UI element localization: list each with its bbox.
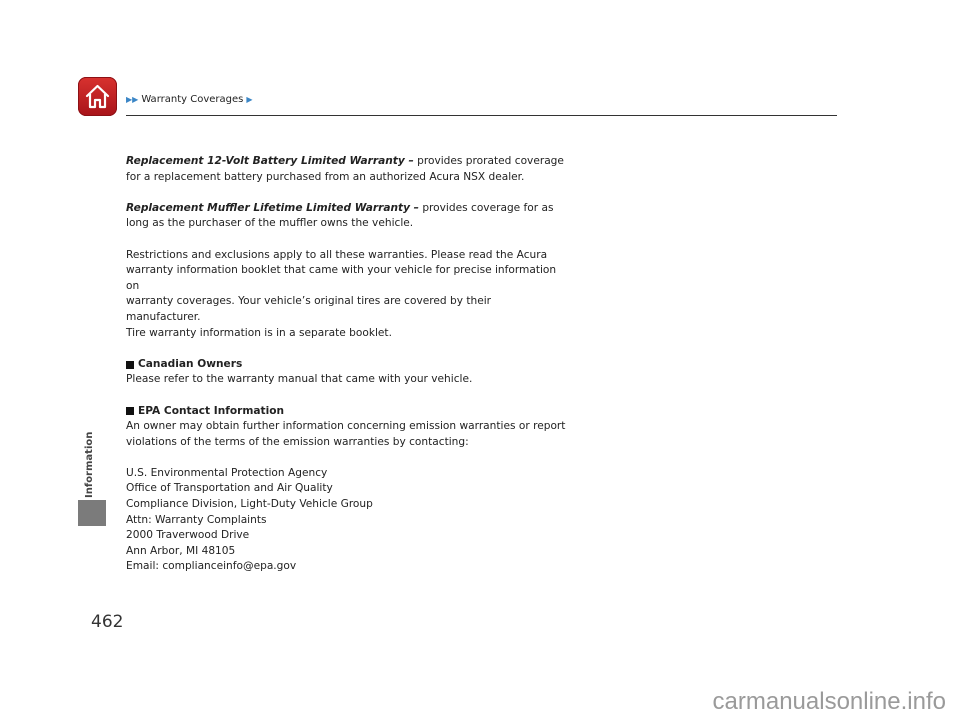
address-line: U.S. Environmental Protection Agency xyxy=(126,466,328,479)
restrictions-paragraph xyxy=(126,248,566,342)
restrictions-line: warranty coverages. Your vehicle’s original tires are covered by their manufacturer. xyxy=(126,295,492,323)
breadcrumb-label[interactable]: Warranty Coverages xyxy=(141,94,244,105)
muffler-warranty-title: Replacement Muffler Lifetime Limited Warranty – xyxy=(126,201,419,214)
address-line: Compliance Division, Light-Duty Vehicle Group xyxy=(126,498,373,511)
battery-warranty-paragraph xyxy=(126,154,566,185)
battery-warranty-title: Replacement 12-Volt Battery Limited Warranty – xyxy=(126,155,414,167)
epa-address xyxy=(126,466,566,575)
address-line: 2000 Traverwood Drive xyxy=(126,529,250,542)
epa-paragraph xyxy=(126,419,566,450)
page-content xyxy=(126,154,566,575)
address-line: Ann Arbor, MI 48105 xyxy=(126,544,236,557)
square-bullet-icon xyxy=(126,407,134,415)
restrictions-line: Tire warranty information is in a separate booklet. xyxy=(126,326,392,339)
address-email: Email: complianceinfo@epa.gov xyxy=(126,560,297,573)
section-tab-label: Information xyxy=(84,431,95,498)
canadian-owners-text: Please refer to the warranty manual that came with your vehicle. xyxy=(126,373,473,386)
muffler-warranty-paragraph xyxy=(126,201,566,232)
battery-warranty-text: provides prorated coverage xyxy=(413,155,564,167)
square-bullet-icon xyxy=(126,361,134,369)
page-number: 462 xyxy=(91,612,124,632)
address-line: Office of Transportation and Air Quality xyxy=(126,482,333,495)
muffler-warranty-text-2: long as the purchaser of the muffler owns the vehicle. xyxy=(126,217,414,230)
restrictions-line: Restrictions and exclusions apply to all these warranties. Please read the Acura xyxy=(126,248,548,261)
epa-contact-heading: EPA Contact Information xyxy=(126,404,566,420)
home-icon xyxy=(84,83,111,110)
breadcrumb[interactable] xyxy=(126,94,253,105)
restrictions-line: warranty information booklet that came with your vehicle for precise information on xyxy=(126,264,557,292)
home-button[interactable] xyxy=(78,77,117,116)
muffler-warranty-text: provides coverage for as xyxy=(418,201,554,214)
address-line: Attn: Warranty Complaints xyxy=(126,513,267,526)
epa-line: An owner may obtain further information concerning emission warranties or report xyxy=(126,420,566,433)
watermark: carmanualsonline.info xyxy=(712,688,946,715)
header-divider xyxy=(126,115,837,116)
section-tab-marker xyxy=(78,500,106,526)
battery-warranty-text-2: for a replacement battery purchased from an authorized Acura NSX dealer. xyxy=(126,170,525,183)
canadian-owners-heading: Canadian Owners xyxy=(126,357,566,373)
epa-line: violations of the terms of the emission warranties by contacting: xyxy=(126,435,469,448)
breadcrumb-arrow-icon: ▶ xyxy=(246,95,253,104)
breadcrumb-arrow-icon: ▶▶ xyxy=(126,95,139,104)
